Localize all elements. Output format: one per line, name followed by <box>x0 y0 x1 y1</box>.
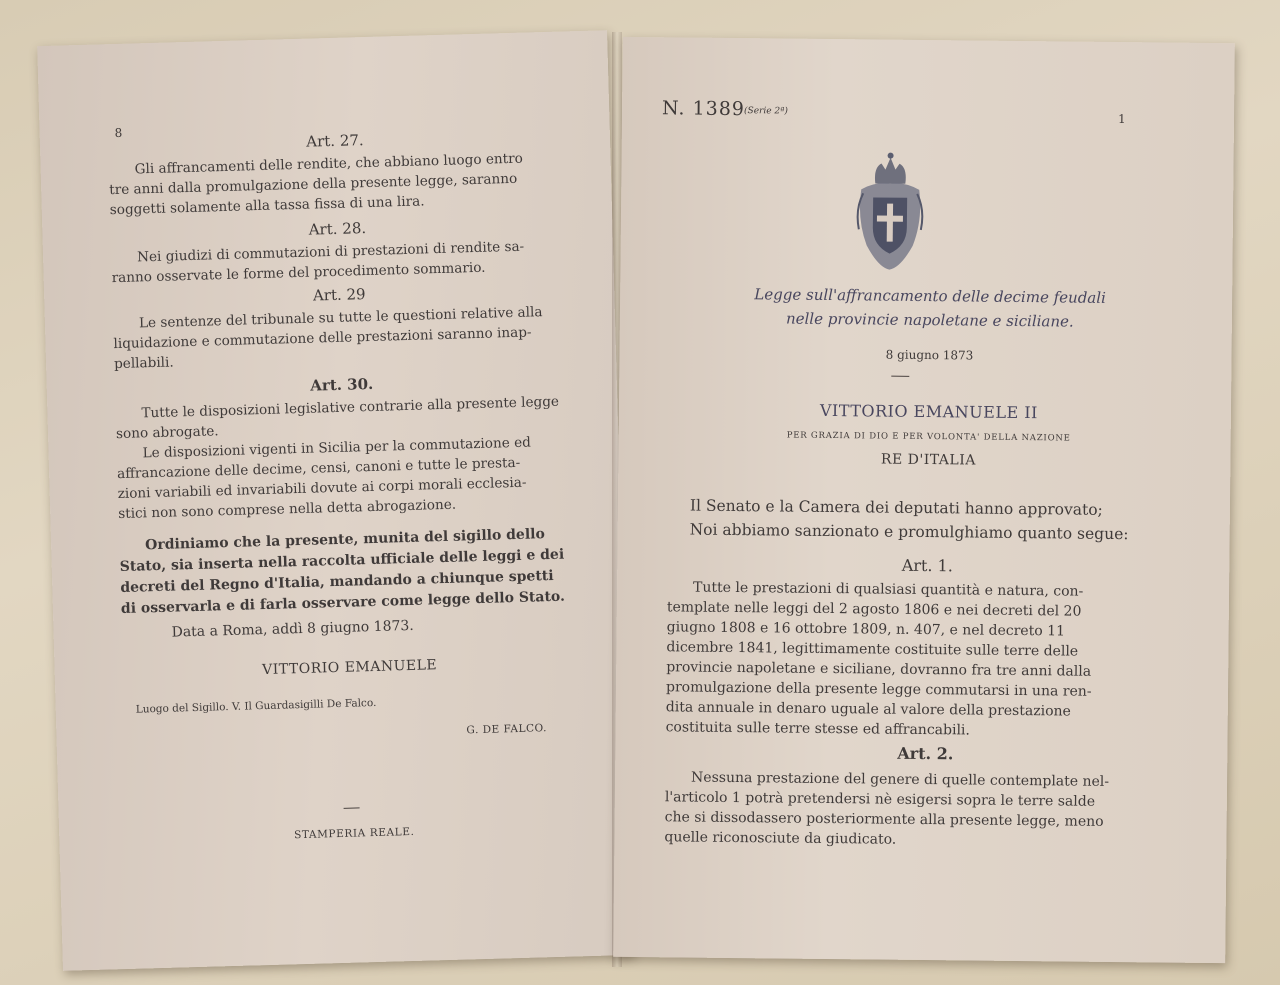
art29-line: liquidazione e commutazione delle prestazioni saranno inap- <box>113 324 532 353</box>
art30-body <box>115 391 580 524</box>
art30-line: stici non sono comprese nella detta abrogazione. <box>118 496 457 523</box>
art27-heading: Art. 27. <box>305 131 364 151</box>
ordinance-line: Stato, sia inserta nella raccolta ufficiale delle leggi e dei <box>119 546 565 576</box>
art29-heading: Art. 29 <box>312 285 366 305</box>
realm-title: RE D'ITALIA <box>880 451 976 469</box>
divider-rule <box>891 376 909 377</box>
printer-imprint: STAMPERIA REALE. <box>293 825 415 842</box>
art27-body <box>108 147 571 220</box>
art27-line: soggetti solamente alla tassa fissa di una lira. <box>109 193 425 219</box>
art1-line: giugno 1808 e 16 ottobre 1809, n. 407, e nel decreto 11 <box>666 619 1066 640</box>
art29-body <box>113 301 576 374</box>
art29-line: pellabili. <box>113 354 174 373</box>
art27-line: tre anni dalla promulgazione della presente legge, saranno <box>109 170 518 199</box>
date-line: Data a Roma, addì 8 giugno 1873. <box>171 617 414 641</box>
art29-line: Le sentenze del tribunale su tutte le questioni relative alla <box>138 304 543 332</box>
art30-line: Le disposizioni vigenti in Sicilia per la commutazione ed <box>142 434 532 462</box>
art1-heading: Art. 1. <box>901 555 953 576</box>
art2-line: Nessuna prestazione del genere di quelle contemplate nel- <box>690 769 1110 790</box>
preamble-line: Noi abbiamo sanzionato e promulghiamo quanto segue: <box>689 520 1129 544</box>
preamble-line: Il Senato e la Camera dei deputati hanno approvato; <box>689 496 1103 519</box>
art2-line: l'articolo 1 potrà pretendersi nè esigersi sopra le terre salde <box>664 789 1096 810</box>
page-number-right: 1 <box>1117 112 1126 127</box>
ordinance-line: di osservarla e di farla osservare come legge dello Stato. <box>120 588 566 618</box>
page-number-left: 8 <box>114 125 123 141</box>
art30-line: zioni variabili ed invariabili dovute ai corpi morali ecclesia- <box>117 474 527 503</box>
right-page <box>613 37 1235 963</box>
seal-line: Luogo del Sigillo. V. Il Guardasigilli De Falco. <box>135 696 377 716</box>
art2-body <box>664 767 1185 852</box>
countersignature: G. DE FALCO. <box>466 722 548 737</box>
art1-line: costituita sulle terre stesse ed affrancabili. <box>665 719 970 739</box>
ordinance-block <box>119 523 583 620</box>
law-title <box>650 281 1210 335</box>
law-date: 8 giugno 1873 <box>885 347 974 363</box>
act-number: N. 1389 <box>661 97 746 121</box>
law-title-line: Legge sull'affrancamento delle decime feudali <box>754 285 1106 307</box>
art30-line: Tutte le disposizioni legislative contrarie alla presente legge <box>141 393 560 422</box>
preamble <box>668 493 1188 546</box>
art30-line: affrancazione delle decime, censi, canoni e tutte le presta- <box>116 454 521 483</box>
art30-line: sono abrogate. <box>115 423 219 443</box>
king-signature: VITTORIO EMANUELE <box>261 657 438 679</box>
grace-formula: PER GRAZIA DI DIO E PER VOLONTA' DELLA NAZIONE <box>786 430 1071 444</box>
art1-line: promulgazione della presente legge commutarsi in una ren- <box>665 679 1092 700</box>
king-name: VITTORIO EMANUELE II <box>819 400 1039 423</box>
art1-line: dita annuale in denaro uguale al valore della prestazione <box>665 699 1071 720</box>
art30-heading: Art. 30. <box>310 374 374 395</box>
divider-rule <box>344 807 360 808</box>
art28-line: ranno osservate le forme del procedimento sommario. <box>111 259 486 287</box>
art1-body <box>666 577 1188 742</box>
art28-line: Nei giudizi di commutazioni di prestazioni di rendite sa- <box>136 238 525 266</box>
art27-line: Gli affrancamenti delle rendite, che abbiano luogo entro <box>134 150 523 178</box>
series-label: (Serie 2ª) <box>744 106 789 117</box>
art1-line: Tutte le prestazioni di qualsiasi quantità e natura, con- <box>692 579 1084 600</box>
left-page <box>37 30 633 971</box>
royal-coat-of-arms-icon <box>852 149 927 274</box>
art1-line: provincie napoletane e siciliane, dovranno fra tre anni dalla <box>666 659 1092 680</box>
ordinance-line: decreti del Regno d'Italia, mandando a chiunque spetti <box>120 567 554 597</box>
art2-line: che si dissodassero posteriormente alla presente legge, meno <box>664 809 1104 830</box>
ordinance-line: Ordiniamo che la presente, munita del sigillo dello <box>144 526 546 554</box>
art1-line: template nelle leggi del 2 agosto 1806 e nei decreti del 20 <box>666 599 1082 620</box>
art2-line: quelle riconosciute da giudicato. <box>664 829 897 848</box>
art28-heading: Art. 28. <box>308 219 367 239</box>
law-title-line: nelle provincie napoletane e siciliane. <box>785 309 1074 331</box>
art2-heading: Art. 2. <box>897 743 954 764</box>
art1-line: dicembre 1841, legittimamente costituite sulle terre delle <box>666 639 1079 660</box>
